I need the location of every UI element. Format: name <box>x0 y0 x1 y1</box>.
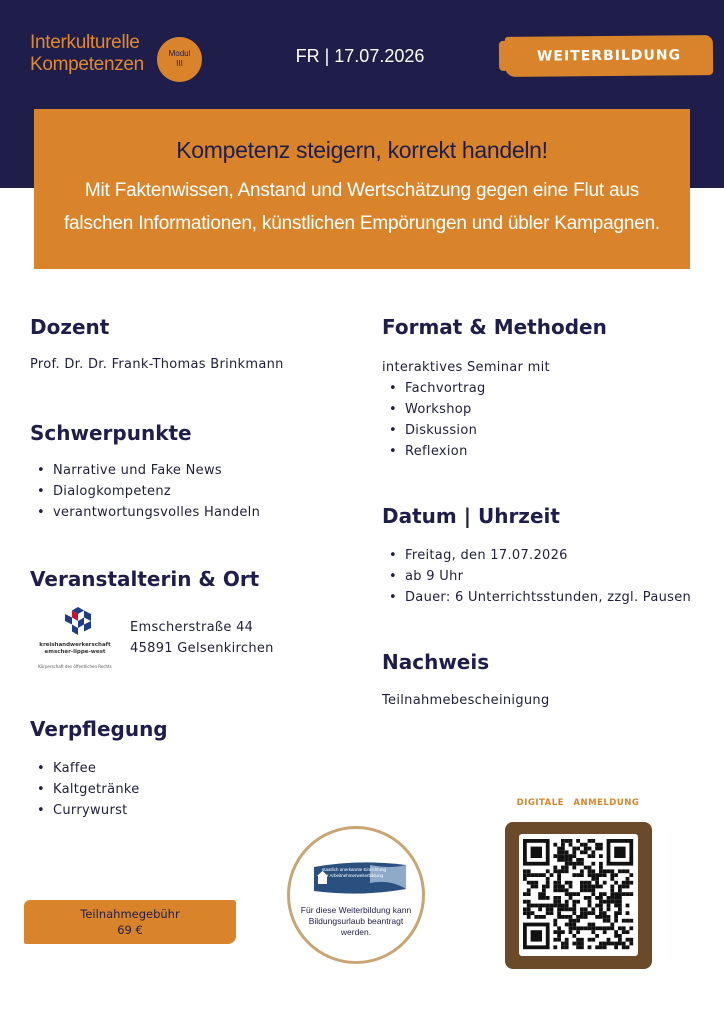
section-datum <box>382 504 691 608</box>
list-item: • Kaltgetränke <box>30 779 168 800</box>
dozent-name: Prof. Dr. Dr. Frank-Thomas Brinkmann <box>30 357 284 372</box>
banner-subtext-line1: Mit Faktenwissen, Anstand und Wertschätzung gegen eine Flut aus <box>84 180 640 201</box>
seal-stripe-text: staatlich anerkannte Einrichtung der Arbeitnehmerweiterbildung <box>322 867 387 878</box>
address-street: Emscherstraße 44 <box>130 620 254 635</box>
list-item: • Dauer: 6 Unterrichtsstunden, zzgl. Pausen <box>382 587 691 608</box>
dozent-heading: Dozent <box>30 315 110 339</box>
organizer-logo-icon <box>64 606 92 636</box>
list-item: • Reflexion <box>382 441 607 462</box>
fee-amount: 69 € <box>117 923 143 937</box>
module-number: III <box>176 59 183 68</box>
nachweis-heading: Nachweis <box>382 650 490 674</box>
list-item: • Kaffee <box>30 758 168 779</box>
section-nachweis <box>382 650 550 708</box>
schwerpunkte-list <box>30 460 260 523</box>
section-schwerpunkte <box>30 421 260 523</box>
bildungsurlaub-seal <box>287 826 425 964</box>
list-item: • Narrative und Fake News <box>30 460 260 481</box>
course-title <box>30 32 144 76</box>
format-heading: Format & Methoden <box>382 315 607 339</box>
course-title-line2: Kompetenzen <box>30 54 144 75</box>
banner-subtext-line2: falschen Informationen, künstlichen Empörungen und übler Kampagnen. <box>63 213 661 234</box>
module-badge <box>157 37 202 82</box>
fee-badge <box>24 900 236 944</box>
banner-headline: Kompetenz steigern, korrekt handeln! <box>176 137 548 163</box>
schwerpunkte-heading: Schwerpunkte <box>30 421 192 445</box>
address-city: 45891 Gelsenkirchen <box>130 641 274 656</box>
section-veranstalterin <box>30 567 259 591</box>
category-badge: WEITERBILDUNG <box>505 35 713 77</box>
qr-code-panel[interactable] <box>519 834 638 956</box>
list-item: • ab 9 Uhr <box>382 566 691 587</box>
banner-subtext <box>34 164 690 240</box>
list-item: • Workshop <box>382 399 607 420</box>
section-dozent <box>30 315 284 372</box>
format-list <box>382 378 607 462</box>
fee-label: Teilnahmegebühr <box>80 907 180 921</box>
list-item: • Dialogkompetenz <box>30 481 260 502</box>
organizer-logo <box>30 604 120 674</box>
module-word: Modul <box>168 49 191 58</box>
organizer-logo-name: kreishandwerkerschaft emscher-lippe-west <box>39 642 111 655</box>
organizer-logo-subtitle: Körperschaft des öffentlichen Rechts <box>38 664 112 669</box>
list-item: • verantwortungsvolles Handeln <box>30 502 260 523</box>
format-intro: interaktives Seminar mit <box>382 360 550 375</box>
datum-heading: Datum | Uhrzeit <box>382 504 560 528</box>
list-item: • Currywurst <box>30 800 168 821</box>
slogan-banner <box>34 109 690 269</box>
list-item: • Fachvortrag <box>382 378 607 399</box>
veranstalterin-heading: Veranstalterin & Ort <box>30 567 260 591</box>
seal-text: Für diese Weiterbildung kann Bildungsurlaub beantragt werden. <box>300 905 412 937</box>
registration-label: DIGITALE ANMELDUNG <box>516 798 640 808</box>
registration-qr-code[interactable] <box>505 822 652 969</box>
event-date: FR | 17.07.2026 <box>295 46 425 66</box>
list-item: • Freitag, den 17.07.2026 <box>382 545 691 566</box>
qr-code-icon[interactable] <box>519 834 638 956</box>
seal-stripe-graphic <box>310 859 410 899</box>
nachweis-text: Teilnahmebescheinigung <box>382 693 550 708</box>
section-format <box>382 315 607 462</box>
datum-list <box>382 545 691 608</box>
course-title-line1: Interkulturelle <box>30 32 140 53</box>
organizer-address <box>130 617 274 659</box>
section-verpflegung <box>30 717 168 821</box>
verpflegung-list <box>30 758 168 821</box>
verpflegung-heading: Verpflegung <box>30 717 168 741</box>
list-item: • Diskussion <box>382 420 607 441</box>
